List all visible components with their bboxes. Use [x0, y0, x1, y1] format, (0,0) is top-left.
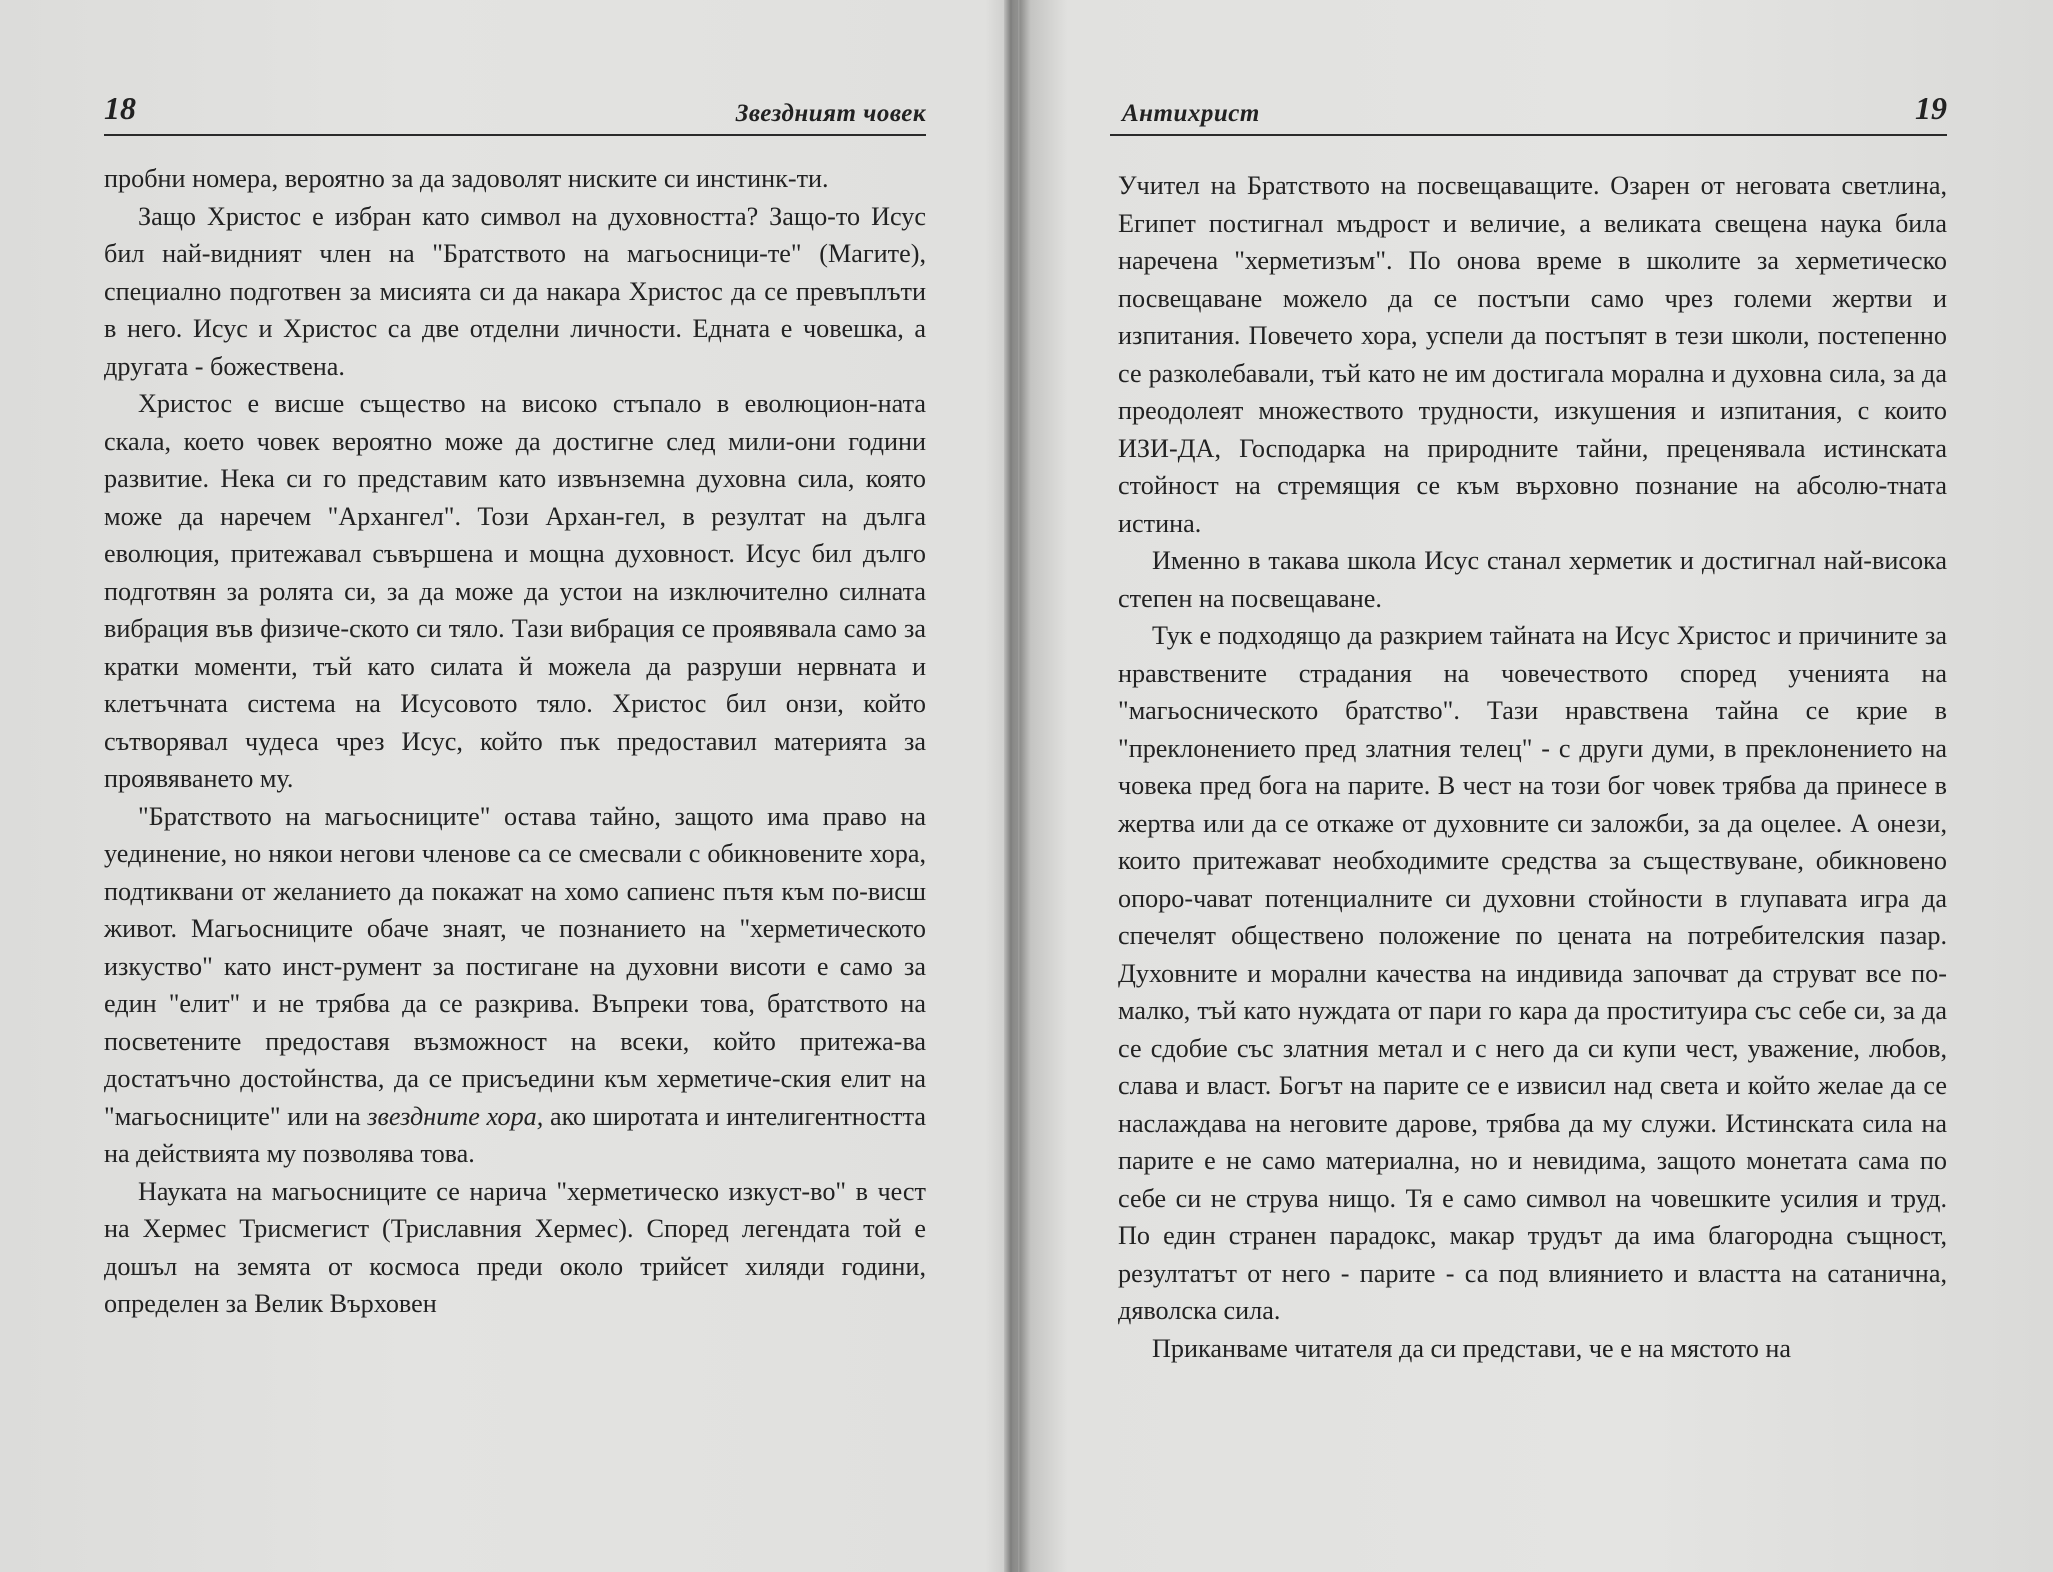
- right-page: [1018, 0, 2053, 1572]
- left-paragraph-4: [104, 798, 926, 1173]
- left-page-number: 18: [104, 90, 136, 126]
- right-page-header: [1110, 88, 1947, 136]
- right-paragraph-4: Приканваме читателя да си представи, че е на мястото на: [1152, 1333, 1792, 1363]
- book-gutter: [1004, 0, 1018, 1572]
- right-paragraph-2: Именно в такава школа Исус станал херметик и достигнал най-висока степен на посвещаване.: [1118, 546, 1947, 613]
- right-paragraph-1: Учител на Братството на посвещаващите. Озарен от неговата светлина, Египет постигнал мъдрост и величие, а великата свещена наука била наречена "херметизъм". По онова време в школите за херметическо посвещаване можело да се постъпи само чрез големи жертви и изпитания. Повечето хора, успели да постъпят в тези школи, постепенно се разколебавали, тъй като не им достигала морална и духовна сила, за да преодолеят множеството трудности, изкушения и изпитания, с които ИЗИ-ДА, Господарка на природните тайни, преценявала истинската стойност на стремящия се към върховно познание на абсолю-тната истина.: [1118, 171, 1947, 538]
- left-paragraph-3: Христос е висше същество на високо стъпало в еволюцион-ната скала, което човек вероятно може да достигне след мили-они години развитие. Нека си го представим като извънземна духовна сила, която може да наречем "Архангел". Този Архан-гел, в резултат на дълга еволюция, притежавал съвършена и мощна духовност. Исус бил дълго подготвян за ролята си, за да може да устои на изключително силната вибрация във физиче-ското си тяло. Тази вибрация се проявявала само за кратки моменти, тъй като силата й можела да разруши нервната и клетъчната система на Исусовото тяло. Христос бил онзи, който сътворявал чудеса чрез Исус, който пък предоставил материята за проявяването му.: [104, 389, 926, 793]
- right-running-head: Антихрист: [1122, 100, 1260, 127]
- right-page-body: [1118, 167, 1947, 1367]
- left-paragraph-5: Науката на магьосниците се нарича "херметическо изкуст-во" в чест на Хермес Трисмегист (Триславния Хермес). Според легендата той е дошъл на земята от космоса преди около трийсет хиляди години, определен за Велик Върховен: [104, 1176, 926, 1318]
- left-paragraph-2: Защо Христос е избран като символ на духовността? Защо-то Исус бил най-видният член на "Братството на магьосници-те" (Магите), специално подготвен за мисията си да накара Христос да се превъплъти в него. Исус и Христос са две отделни личности. Едната е човешка, а другата - божествена.: [104, 201, 926, 381]
- left-paragraph-4-text: "Братството на магьосниците" остава тайно, защото има право на уединение, но някои негови членове са се смесвали с обикновените хора, подтиквани от желанието да покажат на хомо сапиенс пътя към по-висш живот. Магьосниците обаче знаят, че познанието на "херметическото изкуство" като инст-румент за постигане на духовни висоти е само за един "елит" и не трябва да се разкрива. Въпреки това, братството на посветените предоставя възможност на всеки, който притежа-ва достатъчно достойнства, да се присъедини към херметиче-ския елит на "магьосниците" или на: [104, 801, 926, 1131]
- left-page-body: [104, 160, 926, 1323]
- left-paragraph-4-tail: ако широтата и интелигентността на действията му позволява това.: [104, 1101, 927, 1168]
- right-paragraph-3: Тук е подходящо да разкрием тайната на Исус Христос и причините за нравствените страдания на човечеството според ученията на "магьосническото братство". Тази нравствена тайна се крие в "преклонението пред златния телец" - с други думи, в преклонението на човека пред бога на парите. В чест на този бог човек трябва да принесе в жертва или да се откаже от духовните си заложби, за да оцелее. А онези, които притежават необходимите средства за съществуване, обикновено опоро-чават потенциалните си духовни стойности в глупавата игра да спечелят обществено положение по цената на потребителския пазар. Духовните и морални качества на индивида започват да струват все по-малко, тъй като нуждата от пари го кара да проституира със себе си, за да се сдобие със златния метал и с него да си купи чест, уважение, любов, слава и власт. Богът на парите се е извисил над света и който желае да се наслаждава на неговите дарове, трябва да му служи. Истинската сила на парите е не само материална, но и невидима, защото монетата сама по себе си не струва нищо. Тя е само символ на човешките усилия и труд. По един странен парадокс, макар трудът да има благородна същност, резултатът от него - парите - са под влиянието и властта на сатанична, дяволска сила.: [1118, 621, 1947, 1325]
- left-paragraph-1: пробни номера, вероятно за да задоволят ниските си инстинк-ти.: [104, 164, 829, 193]
- right-page-number: 19: [1915, 90, 1947, 126]
- left-running-head: Звездният човек: [735, 100, 926, 127]
- left-page: [0, 0, 1004, 1572]
- left-paragraph-4-italic: звездните хора,: [367, 1101, 544, 1131]
- left-page-header: [104, 88, 926, 136]
